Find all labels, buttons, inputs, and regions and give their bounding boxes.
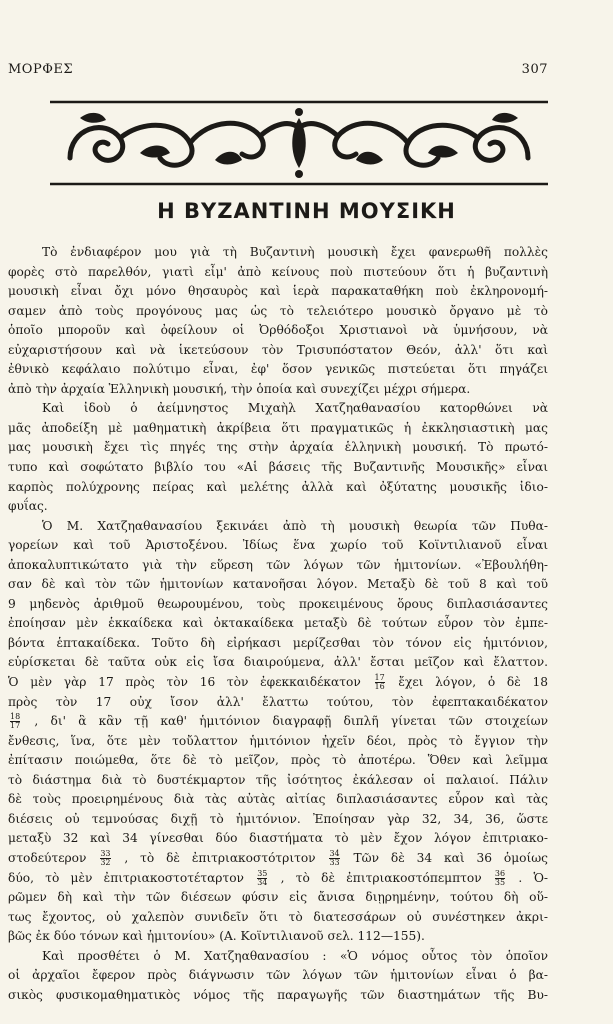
- fraction: $\frac{34}{33}$: [329, 848, 340, 867]
- text-line: $\frac{18}{17}$ , δι' ἃ κἂν τῇ καθ' ἡμιτόνιον διαγραφῇ διπλῆ γίνεται τῶν στοιχείων: [10, 712, 548, 731]
- text-line: βῶς ἐκ δύο τόνων καὶ ἡμιτονίου» (Α. Κοϊντιλιανοῦ σελ. 112—155).: [8, 929, 425, 944]
- text-line: ρῶμεν δὴ καὶ τὴν τῶν διέσεων φύσιν εἰς ἄνισα διῃρημένην, τούτου δὴ οὕ-: [8, 890, 548, 905]
- article-body: [8, 243, 548, 1005]
- text-line: μουσικὴ εἶναι ὄχι μόνο θησαυρὸς καὶ ἱερὰ παρακαταθήκη ποὺ ἐκληρονομή-: [8, 284, 548, 299]
- text-line: στοδεύτερον $\frac{33}{32}$ , τὸ δὲ ἐπιτριακοστότριτον $\frac{34}{33}$ Τῶν δὲ 34 καὶ 36 ὁμοίως: [8, 848, 548, 867]
- text-line: Καὶ ἰδοὺ ὁ ἀείμνηστος Μιχαὴλ Χατζηαθανασίου κατορθώνει νὰ: [42, 401, 548, 416]
- text-line: ἀπὸ τὴν ἀρχαία Ἑλληνικὴ μουσική, τὴν ὁποία καὶ συνεχίζει μέχρι σήμερα.: [8, 381, 471, 396]
- text-line: μεταξὺ 32 καὶ 34 γίνεσθαι δύο διαστήματα τὸ μὲν ἔχον λόγον ἐπιτριακο-: [8, 831, 548, 846]
- text-line: ἔνθεσις, ἵνα, ὅτε μὲν τοὔλαττον ἡμιτόνιον ἠχεῖν δέοι, πρὸς τὸ ἔγγιον τὴν: [8, 733, 548, 748]
- text-line: καρπὸς πολύχρονης πείρας καὶ μελέτης ἀλλὰ καὶ ὀξύτατης μουσικῆς ἰδιο-: [8, 479, 548, 494]
- fraction: $\frac{18}{17}$: [10, 712, 21, 731]
- text-line: ἀποκαλυπτικώτατο γιὰ τὴν εὕρεση τῶν λόγων τῶν ἡμιτονίων. «Ἐβουλήθη-: [8, 557, 548, 572]
- text-line: σαμεν ἀπὸ τοὺς προγόνους μας ὡς τὸ τελειότερο μουσικὸ ὄργανο μὲ τὸ: [8, 303, 548, 318]
- text-line: πρὸς τὸν 17 οὐχ ἴσον ἀλλ' ἔλαττω τούτου, τὸν ἐφεπτακαιδέκατον: [8, 694, 548, 709]
- text-line: φορὲς στὸ παρελθόν, γιατὶ εἶμ' ἀπὸ κείνους ποὺ πιστεύουν ὅτι ἡ βυζαντινὴ: [8, 264, 548, 279]
- text-line: μᾶς ἀποδείξη μὲ μαθηματικὴ ἀκρίβεια ὅτι πραγματικῶς ἡ ἐκκλησιαστικὴ μας: [8, 420, 548, 435]
- decorative-headpiece: [50, 98, 548, 188]
- text-line: διέσεις οὐ τεμνούσας διχῇ τὸ ἡμιτόνιον. Ἐποίησαν γὰρ 32, 34, 36, ὥστε: [8, 811, 548, 826]
- text-line: φυΐας.: [8, 499, 48, 514]
- text-line: σαν δὲ καὶ τὸν τῶν ἡμιτονίων κατανοῆσαι λόγον. Μεταξὺ δὲ τοῦ 8 καὶ τοῦ: [8, 577, 548, 592]
- text-line: Τὸ ἐνδιαφέρον μου γιὰ τὴ Βυζαντινὴ μουσικὴ ἔχει φανερωθῆ πολλὲς: [42, 245, 548, 259]
- text-line: ἐπίτασιν ποιώμεθα, ὅτε δὲ τὸ μεῖζον, πρὸς τὸ ἀποτέρω. Ὅθεν καὶ λεῖμμα: [8, 753, 548, 768]
- text-line: Ὁ μὲν γὰρ 17 πρὸς τὸν 16 τὸν ἐφεκκαιδέκατον $\frac{17}{16}$ ἔχει λόγον, ὁ δὲ 18: [8, 673, 548, 692]
- text-line: ἐθνικὸ κεφάλαιο πολύτιμο εἶναι, ἐφ' ὅσον γενικῶς πιστεύεται ὅτι πηγάζει: [8, 362, 548, 377]
- journal-name: ΜΟΡΦΕΣ: [8, 62, 74, 77]
- text-line: ἐποίησαν μὲν ἑκκαίδεκα καὶ ὀκτακαίδεκα μεταξὺ δὲ τούτων εὗρον τὸν ἐμπε-: [8, 616, 548, 631]
- running-head: [8, 62, 548, 77]
- text-line: τυπο καὶ σοφώτατο βιβλίο του «Αἱ βάσεις τῆς Βυζαντινῆς Μουσικῆς» εἶναι: [8, 460, 548, 475]
- text-line: εὑρίσκεται δὲ ταῦτα οὐκ εἰς ἴσα διαιρούμενα, ἀλλ' ἔσται μεῖζον καὶ ἔλαττον.: [8, 655, 548, 670]
- text-line: τως ἔχοντος, οὐ χαλεπὸν συνιδεῖν ὅτι τὸ διατεσσάρων οὐ συνέστηκεν ἀκρι-: [8, 909, 548, 924]
- text-line: βόντα ἑπτακαίδεκα. Τοῦτο δὴ εἰρήκασι μερίζεσθαι τὸν τόνον εἰς ἡμιτόνιον,: [8, 635, 548, 650]
- fraction: $\frac{35}{34}$: [257, 868, 268, 887]
- fraction: $\frac{36}{35}$: [494, 868, 506, 887]
- text-line: μας μουσικὴ ἔχει τὶς πηγές της στὴν ἀρχαία ἑλληνικὴ μουσική. Τὸ πρωτό-: [8, 440, 548, 455]
- fraction: $\frac{33}{32}$: [100, 848, 111, 867]
- fraction: $\frac{17}{16}$: [374, 673, 385, 692]
- text-line: εὐχαριστήσουν καὶ νὰ ἱκετεύσουν τὸν Τρισυπόστατον Θεόν, ἀλλ' ὅτι καὶ: [8, 342, 548, 357]
- text-line: σικὸς φυσικομαθηματικὸς νόμος τῆς παραγωγῆς τῶν διαστημάτων τῆς Βυ-: [8, 987, 548, 1002]
- text-line: 9 μηδενὸς ἀριθμοῦ θεωρουμένου, τοὺς προκειμένους ὅρους διπλασιάσαντες: [8, 596, 548, 611]
- text-line: δύο, τὸ μὲν ἐπιτριακοστοτέταρτον $\frac{35}{34}$ , τὸ δὲ ἐπιτριακοστόπεμπτον $\frac{36}{35}$ . Ὁ-: [8, 868, 548, 887]
- text-line: γορείων καὶ τοῦ Ἀριστοξένου. Ἰδίως ἕνα χωρίο τοῦ Κοϊντιλιανοῦ εἶναι: [8, 538, 548, 553]
- text-line: Καὶ προσθέτει ὁ Μ. Χατζηαθανασίου : «Ὁ νόμος οὗτος τὸν ὁποῖον: [42, 948, 548, 963]
- page-number: 307: [521, 62, 548, 77]
- text-line: τὸ διάστημα διὰ τὸ δυστέκμαρτον τῆς ἰσότητος ἐκάλεσαν οἱ παλαιοί. Πάλιν: [8, 772, 548, 787]
- text-line: οἱ ἀρχαῖοι ἔφερον πρὸς διάγνωσιν τῶν λόγων τῶν ἡμιτονίων εἶναι ὁ βα-: [8, 968, 548, 983]
- text-line: δὲ τοὺς προειρημένους διὰ τὰς αὐτὰς αἰτίας διπλασιάσαντες εὗρον καὶ τὰς: [8, 792, 548, 807]
- text-line: ὁποῖο μποροῦν καὶ ὀφείλουν οἱ Ὀρθόδοξοι Χριστιανοὶ νὰ ὑμνήσουν, νὰ: [8, 323, 548, 338]
- article-title: Η ΒΥΖΑΝΤΙΝΗ ΜΟΥΣΙΚΗ: [157, 199, 456, 223]
- text-line: Ὁ Μ. Χατζηαθανασίου ξεκινάει ἀπὸ τὴ μουσικὴ θεωρία τῶν Πυθα-: [42, 518, 548, 533]
